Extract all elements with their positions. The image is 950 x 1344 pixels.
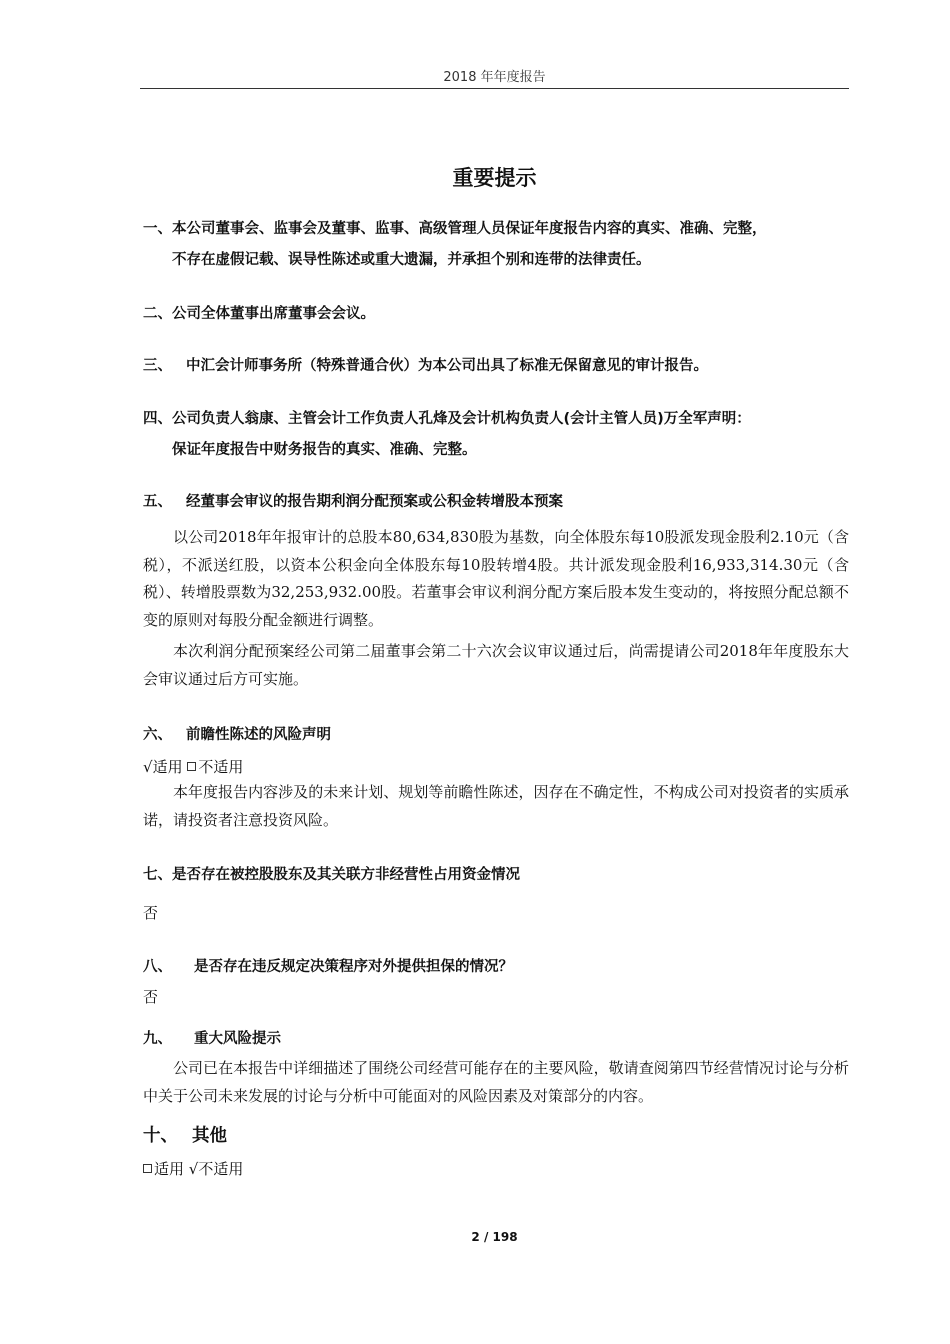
section-6-heading [143,723,331,744]
section-6-number: 六、 [143,727,172,743]
section-1-line-1: 一、本公司董事会、监事会及董事、监事、高级管理人员保证年度报告内容的真实、准确、完整， [143,221,767,237]
section-4-line-1: 四、公司负责人翁康、主管会计工作负责人孔烽及会计机构负责人(会计主管人员)万全军声明： [143,411,751,427]
section-3-number: 三、 [143,358,172,374]
page-number: 2 / 198 [471,1230,518,1244]
section-9-number: 九、 [143,1031,172,1047]
section-10-number: 十、 [143,1126,178,1146]
section-5-number: 五、 [143,494,172,510]
section-8-answer: 否 [143,988,159,1006]
section-5-paragraph-2: 本次利润分配预案经公司第二届董事会第二十六次会议审议通过后，尚需提请公司2018年年度股东大会审议通过后方可实施。 [143,642,849,688]
empty-checkbox-icon [187,762,196,771]
section-7-heading: 七、是否存在被控股股东及其关联方非经营性占用资金情况 [143,867,520,883]
section-5-text: 经董事会审议的报告期利润分配预案或公积金转增股本预案 [186,494,563,510]
section-8-text: 是否存在违反规定决策程序对外提供担保的情况？ [194,959,513,975]
section-6-paragraph: 本年度报告内容涉及的未来计划、规划等前瞻性陈述，因存在不确定性，不构成公司对投资者的实质承诺，请投资者注意投资风险。 [143,783,849,829]
applicable-label: 适用 [154,1160,185,1178]
section-3-text: 中汇会计师事务所（特殊普通合伙）为本公司出具了标准无保留意见的审计报告。 [186,358,708,374]
section-3 [143,354,708,375]
section-4-line-2: 保证年度报告中财务报告的真实、准确、完整。 [172,442,477,458]
section-10-applicability [143,1158,243,1179]
section-9-paragraph: 公司已在本报告中详细描述了围绕公司经营可能存在的主要风险，敬请查阅第四节经营情况讨论与分析中关于公司未来发展的讨论与分析中可能面对的风险因素及对策部分的内容。 [143,1059,849,1105]
section-7-answer: 否 [143,904,159,922]
section-8-heading [143,955,513,976]
section-2: 二、公司全体董事出席董事会会议。 [143,306,375,322]
header-divider [140,88,849,89]
section-10-heading [143,1122,227,1147]
not-applicable-label: 不适用 [198,1160,244,1178]
not-applicable-label: 不适用 [198,758,244,776]
section-6-applicability [143,756,243,777]
empty-checkbox-icon [143,1164,152,1173]
section-9-heading [143,1027,281,1048]
section-10-text: 其他 [192,1126,227,1146]
check-mark-icon: √ [188,1160,199,1178]
section-8-number: 八、 [143,959,172,975]
section-6-text: 前瞻性陈述的风险声明 [186,727,331,743]
section-9-text: 重大风险提示 [194,1031,281,1047]
page-title: 重要提示 [452,166,537,190]
applicable-label: 适用 [152,758,183,776]
check-mark-icon: √ [143,758,153,776]
section-1-line-2: 不存在虚假记载、误导性陈述或重大遗漏，并承担个别和连带的法律责任。 [172,252,651,268]
page-header: 2018 年年度报告 [443,70,546,85]
section-5-paragraph-1: 以公司2018年年报审计的总股本80,634,830股为基数，向全体股东每10股派发现金股利2.10元（含税），不派送红股，以资本公积金向全体股东每10股转增4股。共计派发现金股利16,933,314.30元（含税）、转增股票数为32,253,932.00股。若董事会审议利润分配方案后股本发生变动的，将按照分配总额不变的原则对每股分配金额进行调整。 [143,528,849,629]
section-5-heading [143,490,563,511]
